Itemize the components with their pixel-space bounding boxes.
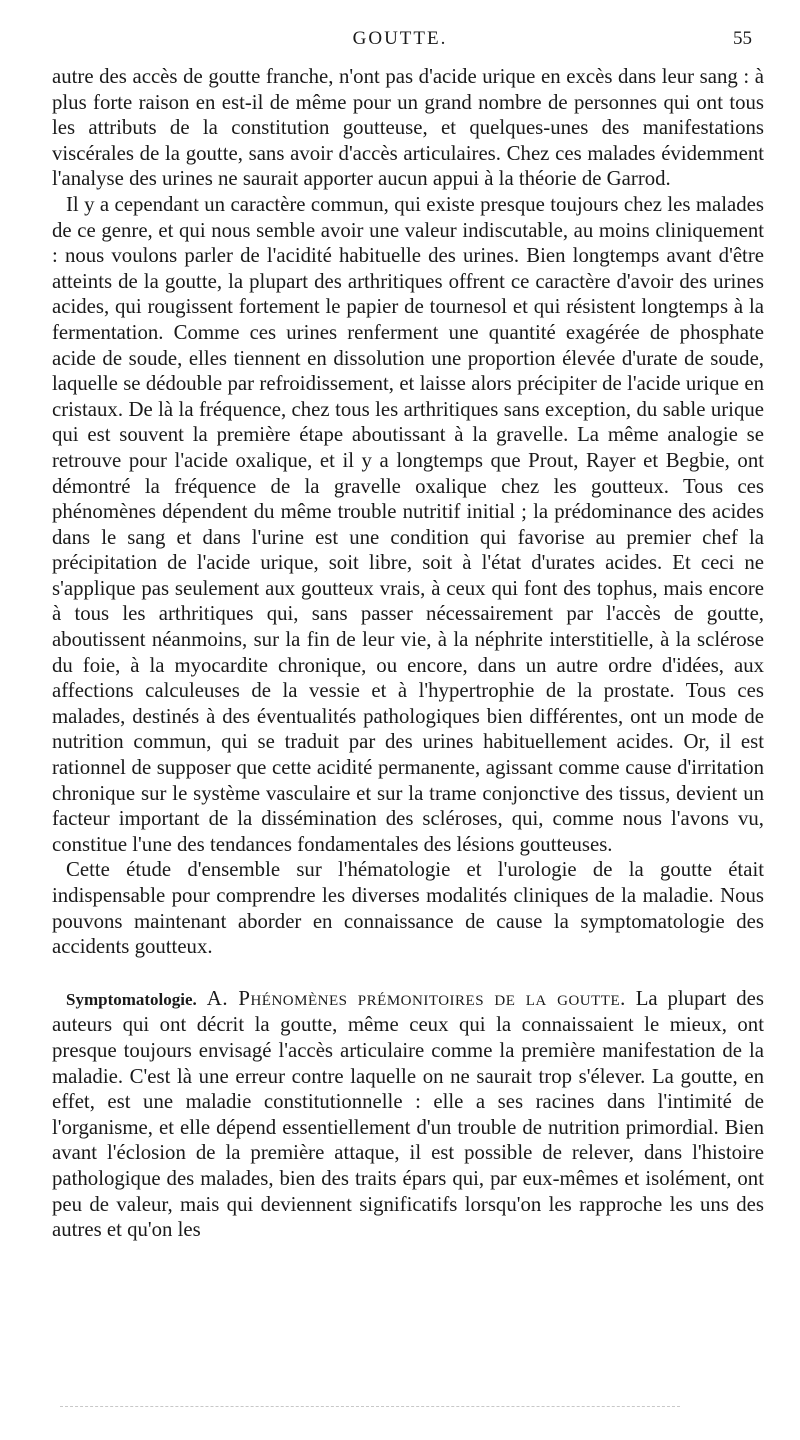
section-symptomatology <box>52 986 764 1243</box>
page-header <box>0 28 800 54</box>
paragraph-continued: autre des accès de goutte franche, n'ont pas d'acide urique en excès dans leur sang : à plus forte raison en est-il de même pour un grand nombre de personnes qui ont tous les attributs de la constitution goutteuse, et quelques-unes des manifestations viscérales de la goutte, sans avoir d'accès articulaires. Chez ces malades évidemment l'analyse des urines ne saurait apporter aucun appui à la théorie de Garrod. <box>52 65 764 191</box>
paragraph-urine-acidity: Il y a cependant un caractère commun, qui existe presque toujours chez les malades de ce genre, et qui nous semble avoir une valeur indiscutable, au moins cliniquement : nous voulons parler de l'acidité habituelle des urines. Bien longtemps avant d'être atteints de la goutte, la plupart des arthritiques offrent ce caractère d'avoir des urines acides, qui rougissent fortement le papier de tournesol et qui résistent longtemps à la fermentation. Comme ces urines renferment une quantité exagérée de phosphate acide de soude, elles tiennent en dissolution une proportion élevée d'urate de soude, laquelle se dédouble par refroidissement, et laisse alors précipiter de l'acide urique en cristaux. De là la fréquence, chez tous les arthritiques sans exception, du sable urique qui est souvent la première étape aboutissant à la gravelle. La même analogie se retrouve pour l'acide oxalique, et il y a longtemps que Prout, Rayer et Begbie, ont démontré la fréquence de la gravelle oxalique chez les goutteux. Tous ces phénomènes dépendent du même trouble nutritif initial ; la prédominance des acides dans le sang et dans l'urine est une condition qui favorise au premier chef la précipitation de l'acide urique, soit libre, soit à l'état d'urates acides. Et ceci ne s'applique pas seulement aux goutteux vrais, à ceux qui font des tophus, mais encore à tous les arthritiques qui, sans passer nécessairement par l'accès de goutte, aboutissent néanmoins, sur la fin de leur vie, à la néphrite interstitielle, à la sclérose du foie, à la myocardite chronique, ou encore, dans un autre ordre d'idées, aux affections calculeuses de la vessie et à l'hypertrophie de la prostate. Tous ces malades, destinés à des éventualités pathologiques bien différentes, ont un mode de nutrition commun, qui se traduit par des urines habituellement acides. Or, il est rationnel de supposer que cette acidité permanente, agissant comme cause d'irritation chronique sur le système vasculaire et sur la trame conjonctive des tissus, devient un facteur important de la dissémination des scléroses, qui, comme nous l'avons vu, constitue l'une des tendances fondamentales des lésions goutteuses. <box>52 192 764 856</box>
running-title: GOUTTE. <box>352 28 448 49</box>
section-text: La plupart des auteurs qui ont décrit la goutte, même ceux qui la connaissaient le mieux, ont presque toujours envisagé l'accès articulaire comme la première manifestation de la maladie. C'est là une erreur contre laquelle on ne saurait trop s'élever. La goutte, en effet, est une maladie constitutionnelle : elle a ses racines dans l'intimité de l'organisme, et elle dépend essentiellement d'un trouble de nutrition primordial. Bien avant l'éclosion de la première attaque, il est possible de relever, dans l'histoire pathologique des malades, bien des traits épars qui, par eux-mêmes et isolément, ont peu de valeur, mais qui deviennent significatifs lorsqu'on les rapproche les uns des autres et qu'on les <box>52 986 764 1242</box>
footer-rule <box>60 1406 680 1407</box>
runin-heading: Symptomatologie. <box>66 989 197 1009</box>
page-number: 55 <box>733 28 752 49</box>
paragraph-transition: Cette étude d'ensemble sur l'hématologie et l'urologie de la goutte était indispensable pour comprendre les diverses modalités cliniques de la maladie. Nous pouvons maintenant aborder en connaissance de cause la symptomatologie des accidents goutteux. <box>52 858 764 959</box>
section-subheading: A. Phénomènes prémonitoires de la goutte. <box>206 986 626 1010</box>
body-text <box>52 64 764 1243</box>
section-gap <box>52 960 764 986</box>
